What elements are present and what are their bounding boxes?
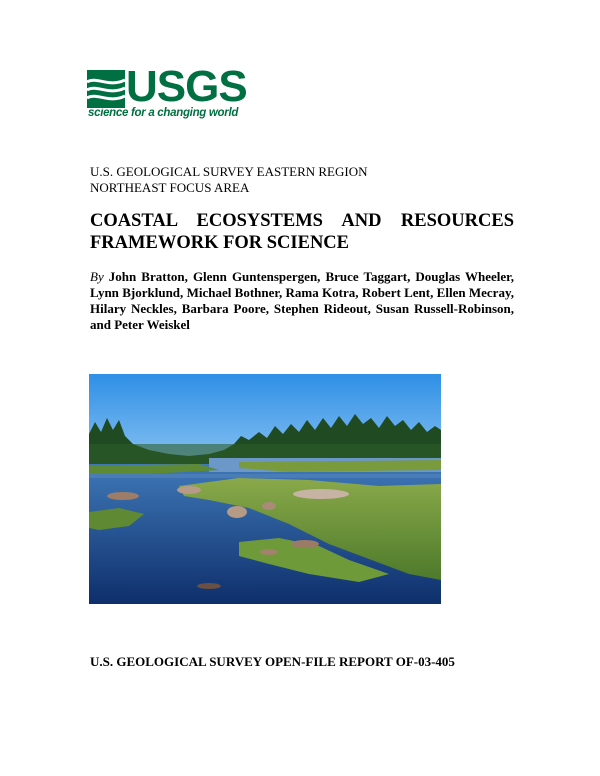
author-list bbox=[90, 269, 514, 333]
agency-line-2: NORTHEAST FOCUS AREA bbox=[90, 180, 250, 195]
usgs-wordmark: USGS bbox=[126, 62, 247, 111]
author-names: John Bratton, Glenn Guntenspergen, Bruce Taggart, Douglas Wheeler, Lynn Bjorklund, Michael Bothner, Rama Kotra, Robert Lent, Ellen Mecray, Hilary Neckles, Barbara Poore, Stephen Rideout, Susan Russell-Robinson, and Peter Weiskel bbox=[90, 269, 514, 332]
usgs-tagline: science for a changing world bbox=[88, 107, 239, 119]
usgs-logo bbox=[87, 62, 247, 124]
report-number: U.S. GEOLOGICAL SURVEY OPEN-FILE REPORT OF-03-405 bbox=[90, 654, 455, 669]
author-prefix: By bbox=[90, 269, 104, 284]
agency-line-1: U.S. GEOLOGICAL SURVEY EASTERN REGION bbox=[90, 164, 368, 179]
usgs-wave-icon bbox=[87, 70, 125, 108]
agency-header bbox=[90, 164, 368, 196]
coastal-marsh-photo bbox=[89, 374, 441, 604]
report-title: COASTAL ECOSYSTEMS AND RESOURCES FRAMEWORK FOR SCIENCE bbox=[90, 211, 514, 253]
